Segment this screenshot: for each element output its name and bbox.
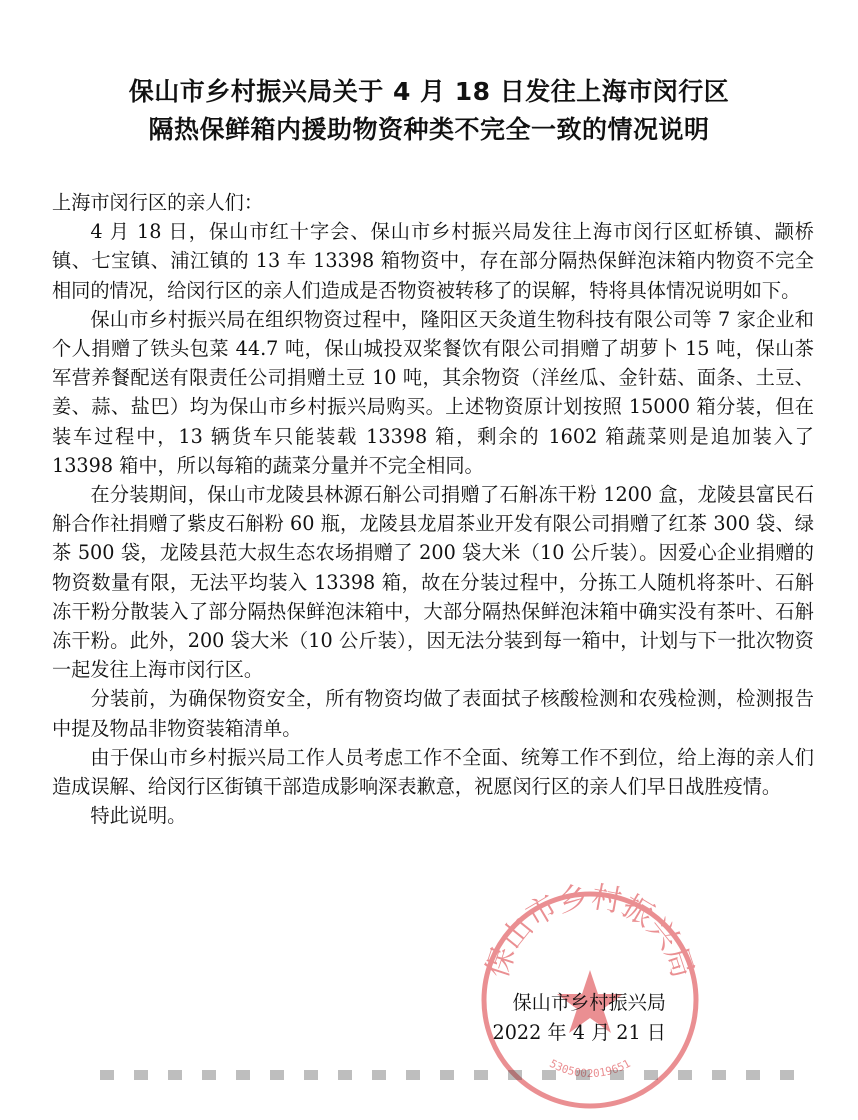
paragraph-1: 4 月 18 日，保山市红十字会、保山市乡村振兴局发往上海市闵行区虹桥镇、颛桥镇、七宝镇、浦江镇的 13 车 13398 箱物资中，存在部分隔热保鲜泡沫箱内物资不完全相同的情况，给闵行区的亲人们造成是否物资被转移了的误解，特将具体情况说明如下。 — [52, 220, 814, 302]
closing-line: 特此说明。 — [90, 804, 187, 828]
salutation: 上海市闵行区的亲人们： — [52, 191, 264, 214]
paragraph-3: 在分装期间，保山市龙陵县林源石斛公司捐赠了石斛冻干粉 1200 盒，龙陵县富民石斛合作社捐赠了紫皮石斛粉 60 瓶，龙陵县龙眉茶业开发有限公司捐赠了红茶 300 袋、绿茶 500 袋，龙陵县范大叔生态农场捐赠了 200 袋大米（10 公斤装）。因爱心企业捐赠的物资数量有限，无法平均装入 13398 箱，故在分装过程中，分拣工人随机将茶叶、石斛冻干粉分散装入了部分隔热保鲜泡沫箱中，大部分隔热保鲜泡沫箱中确实没有茶叶、石斛冻干粉。此外，200 袋大米（10 公斤装），因无法分装到每一箱中，计划与下一批次物资一起发往上海市闵行区。 — [52, 483, 814, 682]
paragraph-2: 保山市乡村振兴局在组织物资过程中，隆阳区天灸道生物科技有限公司等 7 家企业和个人捐赠了铁头包菜 44.7 吨，保山城投双桨餐饮有限公司捐赠了胡萝卜 15 吨，保山茶军营养餐配送有限责任公司捐赠土豆 10 吨，其余物资（洋丝瓜、金针菇、面条、土豆、姜、蒜、盐巴）均为保山市乡村振兴局购买。上述物资原计划按照 15000 箱分装，但在装车过程中，13 辆货车只能装载 13398 箱，剩余的 1602 箱蔬菜则是追加装入了 13398 箱中，所以每箱的蔬菜分量并不完全相同。 — [52, 307, 814, 477]
signature-organization: 保山市乡村振兴局 — [512, 991, 666, 1014]
svg-text:保山市乡村振兴局: 保山市乡村振兴局 — [479, 880, 701, 983]
signature-date: 2022 年 4 月 21 日 — [492, 1021, 666, 1044]
paragraph-4: 分装前，为确保物资安全，所有物资均做了表面拭子核酸检测和农残检测，检测报告中提及物品非物资装箱清单。 — [52, 687, 814, 740]
document-title-line-2: 隔热保鲜箱内援助物资种类不完全一致的情况说明 — [148, 115, 710, 144]
page-edge-bleed — [100, 1070, 800, 1080]
paragraph-5: 由于保山市乡村振兴局工作人员考虑工作不全面、统筹工作不到位，给上海的亲人们造成误解、给闵行区街镇干部造成影响深表歉意，祝愿闵行区的亲人们早日战胜疫情。 — [52, 745, 814, 799]
svg-text:5305002019651: 5305002019651 — [547, 1056, 633, 1081]
document-title-line-1: 保山市乡村振兴局关于 4 月 18 日发往上海市闵行区 — [128, 77, 730, 106]
document-body — [52, 188, 814, 830]
